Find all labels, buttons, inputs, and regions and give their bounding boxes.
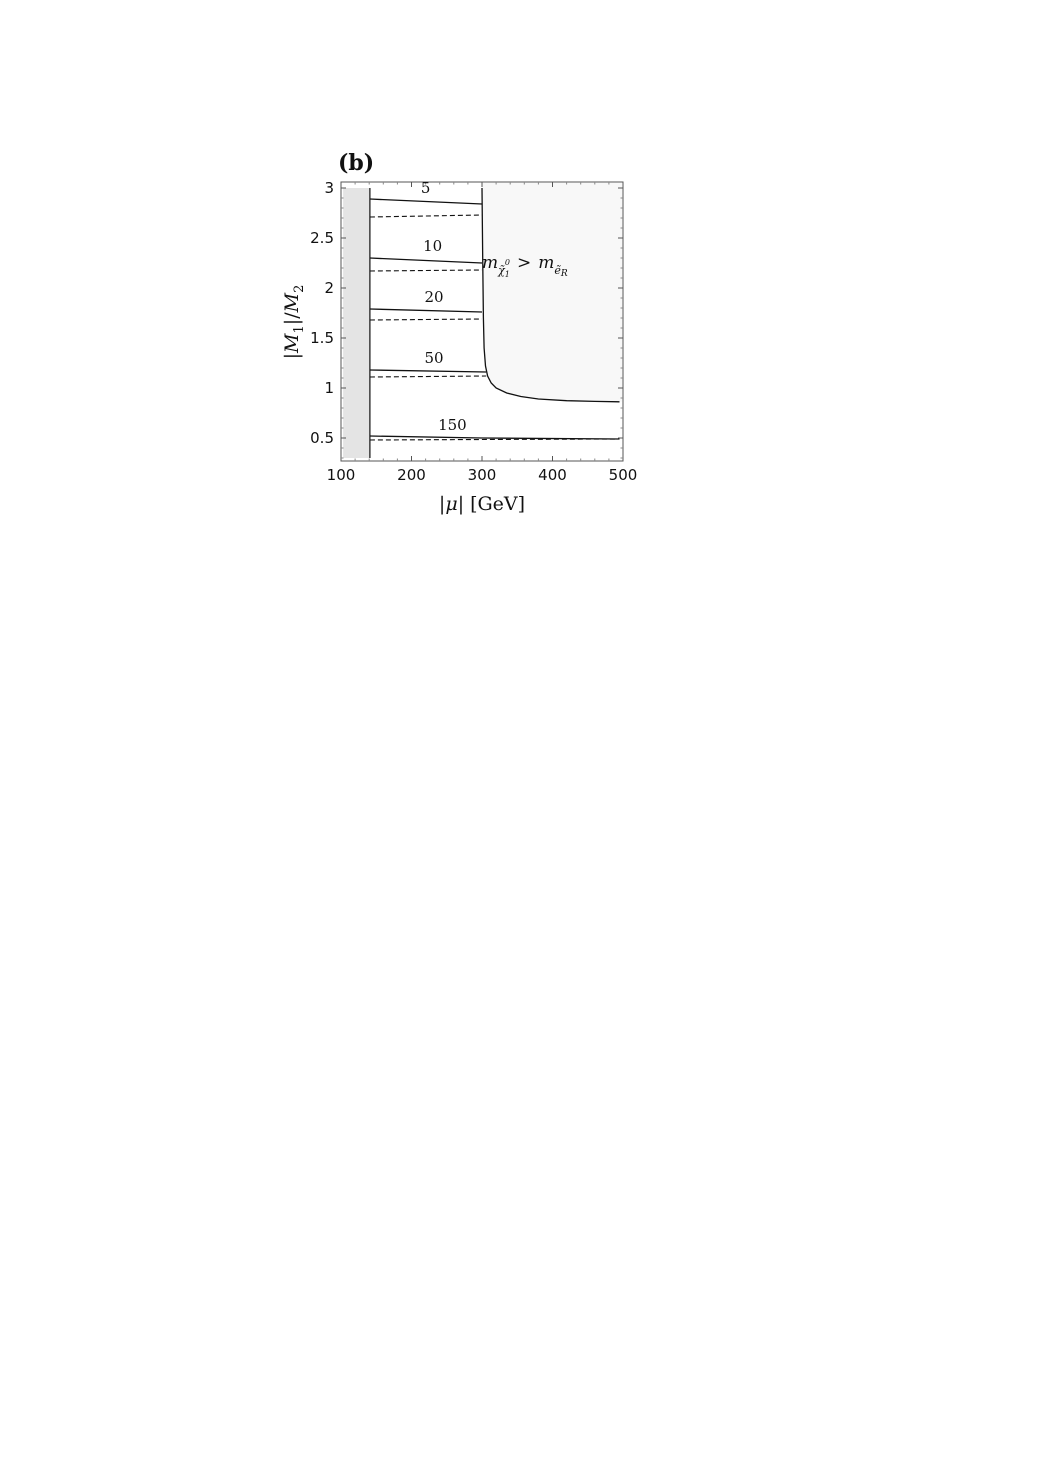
- ylabel-m1: M: [281, 333, 303, 353]
- y-tick-label: 0.5: [310, 429, 334, 447]
- xlabel-unit: [GeV]: [470, 493, 526, 515]
- xlabel-abs-open: |: [438, 493, 446, 515]
- x-axis-label: [439, 493, 525, 515]
- annotation-m1: m: [482, 253, 499, 273]
- series-label-50: 50: [424, 349, 444, 367]
- series-label-20: 20: [424, 288, 444, 306]
- annotation-m1-subsub: 1: [504, 270, 510, 279]
- series-label-10: 10: [423, 237, 443, 255]
- annotation-m2: m: [538, 253, 555, 273]
- y-tick-label: 3: [324, 179, 334, 197]
- xlabel-symbol: μ: [445, 493, 458, 515]
- ylabel-abs-close: |/: [281, 312, 303, 326]
- x-tick-label: 500: [608, 466, 638, 484]
- y-tick-label: 1: [324, 379, 334, 397]
- annotation-op: >: [516, 253, 532, 273]
- xlabel-abs-close: |: [457, 493, 465, 515]
- ylabel-abs-open: |: [281, 352, 303, 360]
- series-label-5: 5: [420, 179, 431, 197]
- y-tick-label: 2.5: [310, 229, 334, 247]
- panel-label: (b): [338, 150, 375, 176]
- ylabel-m2: M: [281, 292, 303, 313]
- annotation-m2-sub: ẽ: [554, 264, 561, 277]
- y-tick-label: 1.5: [310, 329, 334, 347]
- excluded-band: [343, 188, 370, 458]
- ylabel-m2-sub: 2: [292, 284, 307, 293]
- x-tick-label: 100: [326, 466, 356, 484]
- annotation-m1-sub: χ̃: [498, 264, 505, 277]
- y-axis-label: [281, 285, 307, 360]
- ylabel-m1-sub: 1: [292, 325, 307, 334]
- x-tick-label: 400: [538, 466, 567, 484]
- x-tick-label: 200: [397, 466, 426, 484]
- series-label-150: 150: [438, 416, 467, 434]
- excluded-region: [482, 183, 622, 402]
- annotation-m1-sup: 0: [504, 258, 510, 267]
- annotation-m2-subsub: R: [560, 269, 568, 279]
- x-tick-label: 300: [467, 466, 497, 484]
- y-tick-label: 2: [324, 279, 334, 297]
